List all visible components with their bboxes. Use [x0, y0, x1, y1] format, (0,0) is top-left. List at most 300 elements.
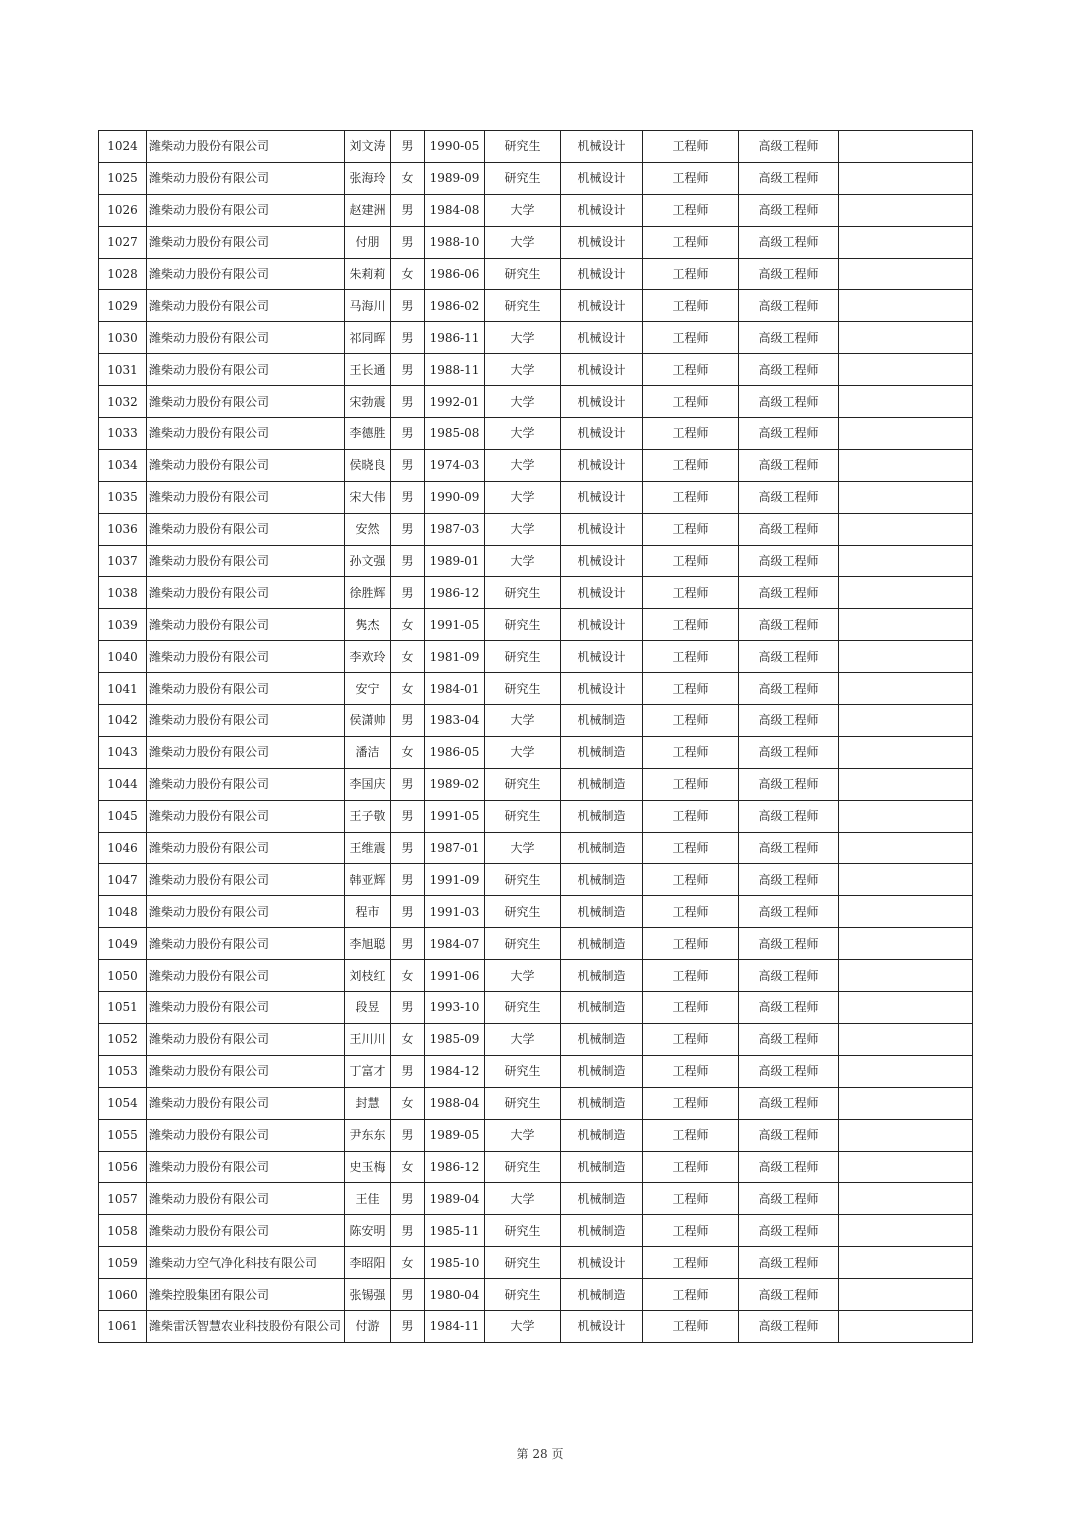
remarks-cell	[839, 322, 973, 354]
major-cell: 机械制造	[561, 800, 643, 832]
person-name-cell: 封慧	[345, 1087, 391, 1119]
education-cell: 研究生	[485, 258, 561, 290]
birth-date-cell: 1992-01	[425, 386, 485, 418]
current-title-cell: 工程师	[643, 1087, 739, 1119]
serial-number-cell: 1026	[99, 194, 147, 226]
company-name-cell: 潍柴动力股份有限公司	[147, 131, 345, 163]
serial-number-cell: 1040	[99, 641, 147, 673]
gender-cell: 男	[391, 1119, 425, 1151]
current-title-cell: 工程师	[643, 768, 739, 800]
serial-number-cell: 1056	[99, 1151, 147, 1183]
education-cell: 研究生	[485, 1055, 561, 1087]
gender-cell: 男	[391, 354, 425, 386]
serial-number-cell: 1048	[99, 896, 147, 928]
birth-date-cell: 1984-11	[425, 1310, 485, 1342]
person-name-cell: 李旭聪	[345, 928, 391, 960]
major-cell: 机械设计	[561, 513, 643, 545]
serial-number-cell: 1032	[99, 386, 147, 418]
birth-date-cell: 1986-11	[425, 322, 485, 354]
applied-title-cell: 高级工程师	[739, 226, 839, 258]
applied-title-cell: 高级工程师	[739, 354, 839, 386]
gender-cell: 男	[391, 928, 425, 960]
remarks-cell	[839, 1310, 973, 1342]
remarks-cell	[839, 1183, 973, 1215]
company-name-cell: 潍柴动力股份有限公司	[147, 1087, 345, 1119]
company-name-cell: 潍柴动力股份有限公司	[147, 736, 345, 768]
person-name-cell: 祁同晖	[345, 322, 391, 354]
major-cell: 机械设计	[561, 290, 643, 322]
table-row	[99, 705, 973, 737]
applied-title-cell: 高级工程师	[739, 258, 839, 290]
major-cell: 机械设计	[561, 418, 643, 450]
remarks-cell	[839, 736, 973, 768]
major-cell: 机械设计	[561, 194, 643, 226]
serial-number-cell: 1041	[99, 673, 147, 705]
serial-number-cell: 1030	[99, 322, 147, 354]
table-row	[99, 545, 973, 577]
current-title-cell: 工程师	[643, 1023, 739, 1055]
major-cell: 机械制造	[561, 1215, 643, 1247]
education-cell: 大学	[485, 1310, 561, 1342]
company-name-cell: 潍柴动力股份有限公司	[147, 705, 345, 737]
major-cell: 机械设计	[561, 386, 643, 418]
current-title-cell: 工程师	[643, 1310, 739, 1342]
table-row	[99, 481, 973, 513]
education-cell: 研究生	[485, 1151, 561, 1183]
gender-cell: 女	[391, 1151, 425, 1183]
remarks-cell	[839, 1087, 973, 1119]
education-cell: 研究生	[485, 641, 561, 673]
company-name-cell: 潍柴动力股份有限公司	[147, 322, 345, 354]
education-cell: 研究生	[485, 896, 561, 928]
company-name-cell: 潍柴动力股份有限公司	[147, 194, 345, 226]
applied-title-cell: 高级工程师	[739, 896, 839, 928]
birth-date-cell: 1989-09	[425, 162, 485, 194]
gender-cell: 男	[391, 449, 425, 481]
applied-title-cell: 高级工程师	[739, 641, 839, 673]
gender-cell: 男	[391, 386, 425, 418]
person-name-cell: 张锡强	[345, 1279, 391, 1311]
major-cell: 机械制造	[561, 992, 643, 1024]
serial-number-cell: 1057	[99, 1183, 147, 1215]
serial-number-cell: 1035	[99, 481, 147, 513]
company-name-cell: 潍柴动力股份有限公司	[147, 1151, 345, 1183]
birth-date-cell: 1991-06	[425, 960, 485, 992]
major-cell: 机械制造	[561, 1151, 643, 1183]
person-name-cell: 丁富才	[345, 1055, 391, 1087]
applied-title-cell: 高级工程师	[739, 1055, 839, 1087]
education-cell: 研究生	[485, 1215, 561, 1247]
major-cell: 机械设计	[561, 131, 643, 163]
education-cell: 研究生	[485, 162, 561, 194]
person-name-cell: 刘枝红	[345, 960, 391, 992]
person-name-cell: 孙文强	[345, 545, 391, 577]
birth-date-cell: 1993-10	[425, 992, 485, 1024]
birth-date-cell: 1985-10	[425, 1247, 485, 1279]
applied-title-cell: 高级工程师	[739, 290, 839, 322]
birth-date-cell: 1985-09	[425, 1023, 485, 1055]
gender-cell: 男	[391, 545, 425, 577]
person-name-cell: 张海玲	[345, 162, 391, 194]
gender-cell: 女	[391, 673, 425, 705]
birth-date-cell: 1974-03	[425, 449, 485, 481]
company-name-cell: 潍柴动力股份有限公司	[147, 609, 345, 641]
applied-title-cell: 高级工程师	[739, 1151, 839, 1183]
birth-date-cell: 1991-05	[425, 609, 485, 641]
birth-date-cell: 1983-04	[425, 705, 485, 737]
education-cell: 研究生	[485, 1087, 561, 1119]
company-name-cell: 潍柴控股集团有限公司	[147, 1279, 345, 1311]
major-cell: 机械制造	[561, 1087, 643, 1119]
remarks-cell	[839, 481, 973, 513]
company-name-cell: 潍柴动力股份有限公司	[147, 258, 345, 290]
company-name-cell: 潍柴动力股份有限公司	[147, 768, 345, 800]
person-name-cell: 陈安明	[345, 1215, 391, 1247]
birth-date-cell: 1990-05	[425, 131, 485, 163]
person-name-cell: 付朋	[345, 226, 391, 258]
applied-title-cell: 高级工程师	[739, 481, 839, 513]
remarks-cell	[839, 418, 973, 450]
gender-cell: 男	[391, 290, 425, 322]
applied-title-cell: 高级工程师	[739, 131, 839, 163]
birth-date-cell: 1986-05	[425, 736, 485, 768]
person-name-cell: 宋勃震	[345, 386, 391, 418]
company-name-cell: 潍柴动力股份有限公司	[147, 162, 345, 194]
applied-title-cell: 高级工程师	[739, 1119, 839, 1151]
serial-number-cell: 1049	[99, 928, 147, 960]
table-row	[99, 673, 973, 705]
serial-number-cell: 1051	[99, 992, 147, 1024]
person-name-cell: 安然	[345, 513, 391, 545]
person-name-cell: 朱莉莉	[345, 258, 391, 290]
education-cell: 研究生	[485, 1247, 561, 1279]
gender-cell: 女	[391, 736, 425, 768]
education-cell: 大学	[485, 960, 561, 992]
serial-number-cell: 1054	[99, 1087, 147, 1119]
current-title-cell: 工程师	[643, 1119, 739, 1151]
serial-number-cell: 1025	[99, 162, 147, 194]
applied-title-cell: 高级工程师	[739, 609, 839, 641]
remarks-cell	[839, 449, 973, 481]
serial-number-cell: 1061	[99, 1310, 147, 1342]
person-name-cell: 程市	[345, 896, 391, 928]
company-name-cell: 潍柴动力股份有限公司	[147, 418, 345, 450]
table-row	[99, 641, 973, 673]
serial-number-cell: 1024	[99, 131, 147, 163]
birth-date-cell: 1981-09	[425, 641, 485, 673]
table-row	[99, 960, 973, 992]
applied-title-cell: 高级工程师	[739, 418, 839, 450]
gender-cell: 女	[391, 1087, 425, 1119]
person-name-cell: 韩亚辉	[345, 864, 391, 896]
current-title-cell: 工程师	[643, 673, 739, 705]
person-name-cell: 马海川	[345, 290, 391, 322]
company-name-cell: 潍柴动力股份有限公司	[147, 832, 345, 864]
gender-cell: 男	[391, 226, 425, 258]
remarks-cell	[839, 545, 973, 577]
serial-number-cell: 1043	[99, 736, 147, 768]
major-cell: 机械制造	[561, 832, 643, 864]
birth-date-cell: 1990-09	[425, 481, 485, 513]
table-row	[99, 162, 973, 194]
remarks-cell	[839, 992, 973, 1024]
applied-title-cell: 高级工程师	[739, 1215, 839, 1247]
serial-number-cell: 1031	[99, 354, 147, 386]
serial-number-cell: 1037	[99, 545, 147, 577]
serial-number-cell: 1042	[99, 705, 147, 737]
education-cell: 大学	[485, 322, 561, 354]
applied-title-cell: 高级工程师	[739, 960, 839, 992]
gender-cell: 男	[391, 513, 425, 545]
serial-number-cell: 1047	[99, 864, 147, 896]
education-cell: 研究生	[485, 673, 561, 705]
table-row	[99, 1055, 973, 1087]
education-cell: 大学	[485, 194, 561, 226]
current-title-cell: 工程师	[643, 896, 739, 928]
person-name-cell: 赵建洲	[345, 194, 391, 226]
current-title-cell: 工程师	[643, 577, 739, 609]
birth-date-cell: 1986-02	[425, 290, 485, 322]
major-cell: 机械制造	[561, 928, 643, 960]
birth-date-cell: 1986-06	[425, 258, 485, 290]
remarks-cell	[839, 162, 973, 194]
table-row	[99, 449, 973, 481]
person-name-cell: 王川川	[345, 1023, 391, 1055]
page-number: 第 28 页	[516, 1447, 564, 1461]
birth-date-cell: 1991-09	[425, 864, 485, 896]
applied-title-cell: 高级工程师	[739, 513, 839, 545]
birth-date-cell: 1985-08	[425, 418, 485, 450]
birth-date-cell: 1989-05	[425, 1119, 485, 1151]
table-row	[99, 1247, 973, 1279]
major-cell: 机械设计	[561, 641, 643, 673]
education-cell: 研究生	[485, 1279, 561, 1311]
current-title-cell: 工程师	[643, 162, 739, 194]
applied-title-cell: 高级工程师	[739, 162, 839, 194]
applied-title-cell: 高级工程师	[739, 449, 839, 481]
birth-date-cell: 1991-03	[425, 896, 485, 928]
person-name-cell: 王维震	[345, 832, 391, 864]
table-row	[99, 1151, 973, 1183]
major-cell: 机械设计	[561, 1247, 643, 1279]
current-title-cell: 工程师	[643, 226, 739, 258]
gender-cell: 女	[391, 258, 425, 290]
gender-cell: 男	[391, 1215, 425, 1247]
gender-cell: 女	[391, 609, 425, 641]
serial-number-cell: 1038	[99, 577, 147, 609]
company-name-cell: 潍柴动力股份有限公司	[147, 1119, 345, 1151]
company-name-cell: 潍柴雷沃智慧农业科技股份有限公司	[147, 1310, 345, 1342]
applied-title-cell: 高级工程师	[739, 705, 839, 737]
remarks-cell	[839, 577, 973, 609]
person-name-cell: 尹东东	[345, 1119, 391, 1151]
company-name-cell: 潍柴动力空气净化科技有限公司	[147, 1247, 345, 1279]
remarks-cell	[839, 896, 973, 928]
company-name-cell: 潍柴动力股份有限公司	[147, 513, 345, 545]
education-cell: 大学	[485, 386, 561, 418]
current-title-cell: 工程师	[643, 386, 739, 418]
education-cell: 大学	[485, 226, 561, 258]
remarks-cell	[839, 960, 973, 992]
serial-number-cell: 1029	[99, 290, 147, 322]
major-cell: 机械制造	[561, 864, 643, 896]
remarks-cell	[839, 258, 973, 290]
applied-title-cell: 高级工程师	[739, 768, 839, 800]
remarks-cell	[839, 1055, 973, 1087]
major-cell: 机械制造	[561, 960, 643, 992]
current-title-cell: 工程师	[643, 705, 739, 737]
applied-title-cell: 高级工程师	[739, 832, 839, 864]
remarks-cell	[839, 928, 973, 960]
table-row	[99, 386, 973, 418]
education-cell: 研究生	[485, 768, 561, 800]
applied-title-cell: 高级工程师	[739, 800, 839, 832]
gender-cell: 男	[391, 768, 425, 800]
birth-date-cell: 1988-04	[425, 1087, 485, 1119]
gender-cell: 男	[391, 992, 425, 1024]
birth-date-cell: 1986-12	[425, 1151, 485, 1183]
person-name-cell: 王子敬	[345, 800, 391, 832]
birth-date-cell: 1989-02	[425, 768, 485, 800]
current-title-cell: 工程师	[643, 258, 739, 290]
major-cell: 机械设计	[561, 1310, 643, 1342]
birth-date-cell: 1988-11	[425, 354, 485, 386]
remarks-cell	[839, 800, 973, 832]
education-cell: 大学	[485, 481, 561, 513]
applied-title-cell: 高级工程师	[739, 736, 839, 768]
serial-number-cell: 1039	[99, 609, 147, 641]
education-cell: 大学	[485, 513, 561, 545]
current-title-cell: 工程师	[643, 1055, 739, 1087]
gender-cell: 女	[391, 960, 425, 992]
education-cell: 大学	[485, 832, 561, 864]
serial-number-cell: 1045	[99, 800, 147, 832]
current-title-cell: 工程师	[643, 322, 739, 354]
education-cell: 研究生	[485, 609, 561, 641]
gender-cell: 男	[391, 896, 425, 928]
current-title-cell: 工程师	[643, 1215, 739, 1247]
person-name-cell: 侯潇帅	[345, 705, 391, 737]
current-title-cell: 工程师	[643, 960, 739, 992]
company-name-cell: 潍柴动力股份有限公司	[147, 481, 345, 513]
major-cell: 机械制造	[561, 1119, 643, 1151]
current-title-cell: 工程师	[643, 609, 739, 641]
table-row	[99, 354, 973, 386]
gender-cell: 男	[391, 322, 425, 354]
gender-cell: 男	[391, 832, 425, 864]
person-name-cell: 侯晓良	[345, 449, 391, 481]
remarks-cell	[839, 1279, 973, 1311]
serial-number-cell: 1028	[99, 258, 147, 290]
major-cell: 机械设计	[561, 609, 643, 641]
remarks-cell	[839, 673, 973, 705]
remarks-cell	[839, 1151, 973, 1183]
current-title-cell: 工程师	[643, 545, 739, 577]
person-name-cell: 付游	[345, 1310, 391, 1342]
current-title-cell: 工程师	[643, 194, 739, 226]
birth-date-cell: 1991-05	[425, 800, 485, 832]
education-cell: 研究生	[485, 290, 561, 322]
company-name-cell: 潍柴动力股份有限公司	[147, 290, 345, 322]
gender-cell: 男	[391, 481, 425, 513]
serial-number-cell: 1052	[99, 1023, 147, 1055]
current-title-cell: 工程师	[643, 1183, 739, 1215]
applied-title-cell: 高级工程师	[739, 577, 839, 609]
birth-date-cell: 1988-10	[425, 226, 485, 258]
major-cell: 机械设计	[561, 226, 643, 258]
major-cell: 机械设计	[561, 545, 643, 577]
applied-title-cell: 高级工程师	[739, 992, 839, 1024]
table-row	[99, 1279, 973, 1311]
person-name-cell: 李昭阳	[345, 1247, 391, 1279]
education-cell: 大学	[485, 545, 561, 577]
birth-date-cell: 1989-01	[425, 545, 485, 577]
table-row	[99, 1119, 973, 1151]
remarks-cell	[839, 641, 973, 673]
major-cell: 机械设计	[561, 577, 643, 609]
serial-number-cell: 1046	[99, 832, 147, 864]
applied-title-cell: 高级工程师	[739, 673, 839, 705]
education-cell: 研究生	[485, 992, 561, 1024]
birth-date-cell: 1984-12	[425, 1055, 485, 1087]
table-row	[99, 1023, 973, 1055]
company-name-cell: 潍柴动力股份有限公司	[147, 928, 345, 960]
serial-number-cell: 1044	[99, 768, 147, 800]
company-name-cell: 潍柴动力股份有限公司	[147, 1183, 345, 1215]
person-name-cell: 李欢玲	[345, 641, 391, 673]
remarks-cell	[839, 705, 973, 737]
education-cell: 大学	[485, 449, 561, 481]
remarks-cell	[839, 354, 973, 386]
current-title-cell: 工程师	[643, 832, 739, 864]
birth-date-cell: 1984-07	[425, 928, 485, 960]
current-title-cell: 工程师	[643, 864, 739, 896]
education-cell: 大学	[485, 354, 561, 386]
company-name-cell: 潍柴动力股份有限公司	[147, 960, 345, 992]
education-cell: 大学	[485, 736, 561, 768]
gender-cell: 男	[391, 800, 425, 832]
current-title-cell: 工程师	[643, 1247, 739, 1279]
education-cell: 研究生	[485, 928, 561, 960]
table-row	[99, 1183, 973, 1215]
major-cell: 机械制造	[561, 1279, 643, 1311]
gender-cell: 男	[391, 418, 425, 450]
person-name-cell: 徐胜辉	[345, 577, 391, 609]
company-name-cell: 潍柴动力股份有限公司	[147, 673, 345, 705]
gender-cell: 男	[391, 1183, 425, 1215]
gender-cell: 女	[391, 1247, 425, 1279]
serial-number-cell: 1036	[99, 513, 147, 545]
current-title-cell: 工程师	[643, 1279, 739, 1311]
table-body	[99, 131, 973, 1343]
gender-cell: 男	[391, 864, 425, 896]
table-row	[99, 1087, 973, 1119]
major-cell: 机械设计	[561, 481, 643, 513]
serial-number-cell: 1050	[99, 960, 147, 992]
applied-title-cell: 高级工程师	[739, 1310, 839, 1342]
birth-date-cell: 1987-03	[425, 513, 485, 545]
table-row	[99, 832, 973, 864]
current-title-cell: 工程师	[643, 641, 739, 673]
person-name-cell: 宋大伟	[345, 481, 391, 513]
remarks-cell	[839, 1119, 973, 1151]
gender-cell: 男	[391, 1279, 425, 1311]
education-cell: 大学	[485, 1119, 561, 1151]
applied-title-cell: 高级工程师	[739, 1023, 839, 1055]
table-row	[99, 577, 973, 609]
remarks-cell	[839, 1215, 973, 1247]
education-cell: 大学	[485, 418, 561, 450]
